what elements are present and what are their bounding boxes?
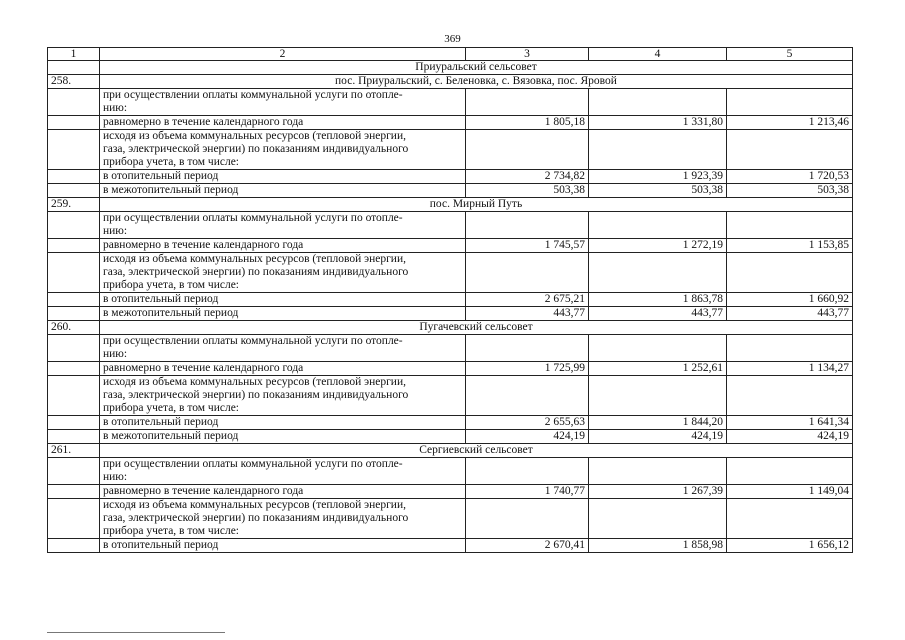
value-column-3: 2 670,41 bbox=[466, 539, 589, 553]
value-column-5 bbox=[727, 89, 853, 116]
description-line: в межотопительный период bbox=[103, 430, 239, 442]
value-column-4: 1 267,39 bbox=[589, 485, 727, 499]
entry-number: 260. bbox=[48, 321, 100, 335]
value-column-3 bbox=[466, 376, 589, 416]
value-column-3: 1 805,18 bbox=[466, 116, 589, 130]
row-description bbox=[100, 293, 466, 307]
tariff-row bbox=[48, 212, 853, 239]
tariff-row bbox=[48, 184, 853, 198]
row-description bbox=[100, 458, 466, 485]
value-column-5 bbox=[727, 499, 853, 539]
tariff-row bbox=[48, 116, 853, 130]
description-line: при осуществлении оплаты коммунальной услуги по отопле- bbox=[103, 212, 403, 224]
description-line: при осуществлении оплаты коммунальной услуги по отопле- bbox=[103, 458, 403, 470]
description-line: исходя из объема коммунальных ресурсов (тепловой энергии, bbox=[103, 253, 406, 265]
empty-index-cell bbox=[48, 116, 100, 130]
value-column-4: 503,38 bbox=[589, 184, 727, 198]
value-column-4: 1 272,19 bbox=[589, 239, 727, 253]
column-number: 1 bbox=[48, 48, 100, 61]
empty-index-cell bbox=[48, 170, 100, 184]
row-description bbox=[100, 362, 466, 376]
entry-header-row bbox=[48, 321, 853, 335]
empty-index-cell bbox=[48, 458, 100, 485]
row-description bbox=[100, 184, 466, 198]
description-line: исходя из объема коммунальных ресурсов (тепловой энергии, bbox=[103, 130, 406, 142]
value-column-4 bbox=[589, 212, 727, 239]
description-line: нию: bbox=[103, 471, 128, 483]
tariff-row bbox=[48, 253, 853, 293]
row-description bbox=[100, 130, 466, 170]
description-line: равномерно в течение календарного года bbox=[103, 362, 304, 374]
row-description bbox=[100, 253, 466, 293]
value-column-5: 503,38 bbox=[727, 184, 853, 198]
group-header-row bbox=[48, 61, 853, 75]
group-title: Приуральский сельсовет bbox=[100, 61, 853, 75]
description-line: газа, электрической энергии) по показаниям индивидуального bbox=[103, 512, 409, 524]
row-description bbox=[100, 212, 466, 239]
empty-index-cell bbox=[48, 485, 100, 499]
entry-number: 261. bbox=[48, 444, 100, 458]
tariff-row bbox=[48, 89, 853, 116]
description-line: при осуществлении оплаты коммунальной услуги по отопле- bbox=[103, 335, 403, 347]
column-number: 3 bbox=[466, 48, 589, 61]
description-line: при осуществлении оплаты коммунальной услуги по отопле- bbox=[103, 89, 403, 101]
description-line: газа, электрической энергии) по показаниям индивидуального bbox=[103, 266, 409, 278]
tariff-row bbox=[48, 376, 853, 416]
value-column-5: 1 134,27 bbox=[727, 362, 853, 376]
description-line: нию: bbox=[103, 225, 128, 237]
entry-header-row bbox=[48, 75, 853, 89]
description-line: исходя из объема коммунальных ресурсов (тепловой энергии, bbox=[103, 376, 406, 388]
value-column-5: 1 153,85 bbox=[727, 239, 853, 253]
value-column-4: 424,19 bbox=[589, 430, 727, 444]
empty-index-cell bbox=[48, 499, 100, 539]
tariff-row bbox=[48, 485, 853, 499]
value-column-5 bbox=[727, 130, 853, 170]
description-line: в отопительный период bbox=[103, 293, 219, 305]
value-column-4: 443,77 bbox=[589, 307, 727, 321]
entry-number: 258. bbox=[48, 75, 100, 89]
column-number: 2 bbox=[100, 48, 466, 61]
description-line: в отопительный период bbox=[103, 416, 219, 428]
tariff-row bbox=[48, 362, 853, 376]
settlement-title: Сергиевский сельсовет bbox=[100, 444, 853, 458]
value-column-3 bbox=[466, 335, 589, 362]
row-description bbox=[100, 116, 466, 130]
empty-index-cell bbox=[48, 89, 100, 116]
tariff-row bbox=[48, 416, 853, 430]
value-column-3 bbox=[466, 212, 589, 239]
tariff-row bbox=[48, 539, 853, 553]
tariff-row bbox=[48, 307, 853, 321]
empty-index-cell bbox=[48, 376, 100, 416]
value-column-4: 1 858,98 bbox=[589, 539, 727, 553]
value-column-5: 1 656,12 bbox=[727, 539, 853, 553]
empty-index-cell bbox=[48, 335, 100, 362]
description-line: прибора учета, в том числе: bbox=[103, 279, 239, 291]
value-column-3: 424,19 bbox=[466, 430, 589, 444]
value-column-5 bbox=[727, 376, 853, 416]
row-description bbox=[100, 335, 466, 362]
value-column-5 bbox=[727, 212, 853, 239]
value-column-3: 1 745,57 bbox=[466, 239, 589, 253]
tariff-row bbox=[48, 335, 853, 362]
description-line: прибора учета, в том числе: bbox=[103, 156, 239, 168]
value-column-5: 1 660,92 bbox=[727, 293, 853, 307]
row-description bbox=[100, 307, 466, 321]
column-number-row bbox=[48, 48, 853, 61]
value-column-3: 2 734,82 bbox=[466, 170, 589, 184]
entry-header-row bbox=[48, 198, 853, 212]
value-column-4 bbox=[589, 89, 727, 116]
row-description bbox=[100, 416, 466, 430]
description-line: равномерно в течение календарного года bbox=[103, 116, 304, 128]
value-column-3: 1 725,99 bbox=[466, 362, 589, 376]
value-column-5 bbox=[727, 253, 853, 293]
empty-index-cell bbox=[48, 239, 100, 253]
empty-index-cell bbox=[48, 130, 100, 170]
value-column-3 bbox=[466, 130, 589, 170]
value-column-4: 1 844,20 bbox=[589, 416, 727, 430]
entry-number bbox=[48, 61, 100, 75]
row-description bbox=[100, 239, 466, 253]
value-column-5: 1 149,04 bbox=[727, 485, 853, 499]
description-line: прибора учета, в том числе: bbox=[103, 525, 239, 537]
row-description bbox=[100, 89, 466, 116]
value-column-3: 503,38 bbox=[466, 184, 589, 198]
value-column-3: 1 740,77 bbox=[466, 485, 589, 499]
row-description bbox=[100, 376, 466, 416]
row-description bbox=[100, 539, 466, 553]
value-column-3 bbox=[466, 458, 589, 485]
description-line: равномерно в течение календарного года bbox=[103, 239, 304, 251]
row-description bbox=[100, 430, 466, 444]
description-line: в межотопительный период bbox=[103, 184, 239, 196]
footnote-rule bbox=[47, 632, 225, 633]
value-column-3: 2 675,21 bbox=[466, 293, 589, 307]
value-column-3: 2 655,63 bbox=[466, 416, 589, 430]
value-column-3 bbox=[466, 253, 589, 293]
description-line: газа, электрической энергии) по показаниям индивидуального bbox=[103, 143, 409, 155]
tariff-row bbox=[48, 293, 853, 307]
description-line: равномерно в течение календарного года bbox=[103, 485, 304, 497]
value-column-5: 424,19 bbox=[727, 430, 853, 444]
empty-index-cell bbox=[48, 307, 100, 321]
value-column-4: 1 923,39 bbox=[589, 170, 727, 184]
tariff-table-body bbox=[48, 48, 853, 553]
description-line: в межотопительный период bbox=[103, 307, 239, 319]
tariff-row bbox=[48, 430, 853, 444]
value-column-5 bbox=[727, 335, 853, 362]
tariff-row bbox=[48, 239, 853, 253]
value-column-3 bbox=[466, 499, 589, 539]
row-description bbox=[100, 485, 466, 499]
settlement-title: пос. Мирный Путь bbox=[100, 198, 853, 212]
description-line: в отопительный период bbox=[103, 539, 219, 551]
value-column-4 bbox=[589, 253, 727, 293]
empty-index-cell bbox=[48, 416, 100, 430]
settlement-title: пос. Приуральский, с. Беленовка, с. Вязовка, пос. Яровой bbox=[100, 75, 853, 89]
value-column-4 bbox=[589, 376, 727, 416]
empty-index-cell bbox=[48, 430, 100, 444]
tariff-row bbox=[48, 130, 853, 170]
description-line: прибора учета, в том числе: bbox=[103, 402, 239, 414]
tariff-row bbox=[48, 170, 853, 184]
row-description bbox=[100, 170, 466, 184]
description-line: исходя из объема коммунальных ресурсов (тепловой энергии, bbox=[103, 499, 406, 511]
page-number: 369 bbox=[444, 33, 461, 45]
tariff-row bbox=[48, 458, 853, 485]
value-column-5: 1 213,46 bbox=[727, 116, 853, 130]
value-column-3: 443,77 bbox=[466, 307, 589, 321]
column-number: 5 bbox=[727, 48, 853, 61]
value-column-4: 1 331,80 bbox=[589, 116, 727, 130]
value-column-5 bbox=[727, 458, 853, 485]
empty-index-cell bbox=[48, 539, 100, 553]
entry-header-row bbox=[48, 444, 853, 458]
empty-index-cell bbox=[48, 212, 100, 239]
column-number: 4 bbox=[589, 48, 727, 61]
entry-number: 259. bbox=[48, 198, 100, 212]
value-column-3 bbox=[466, 89, 589, 116]
value-column-4 bbox=[589, 335, 727, 362]
settlement-title: Пугачевский сельсовет bbox=[100, 321, 853, 335]
value-column-4 bbox=[589, 130, 727, 170]
tariff-table bbox=[47, 47, 853, 553]
description-line: нию: bbox=[103, 348, 128, 360]
description-line: нию: bbox=[103, 102, 128, 114]
row-description bbox=[100, 499, 466, 539]
description-line: в отопительный период bbox=[103, 170, 219, 182]
empty-index-cell bbox=[48, 184, 100, 198]
empty-index-cell bbox=[48, 253, 100, 293]
value-column-5: 443,77 bbox=[727, 307, 853, 321]
tariff-row bbox=[48, 499, 853, 539]
description-line: газа, электрической энергии) по показаниям индивидуального bbox=[103, 389, 409, 401]
value-column-5: 1 641,34 bbox=[727, 416, 853, 430]
empty-index-cell bbox=[48, 362, 100, 376]
value-column-4: 1 863,78 bbox=[589, 293, 727, 307]
value-column-4 bbox=[589, 499, 727, 539]
value-column-4: 1 252,61 bbox=[589, 362, 727, 376]
value-column-5: 1 720,53 bbox=[727, 170, 853, 184]
empty-index-cell bbox=[48, 293, 100, 307]
value-column-4 bbox=[589, 458, 727, 485]
